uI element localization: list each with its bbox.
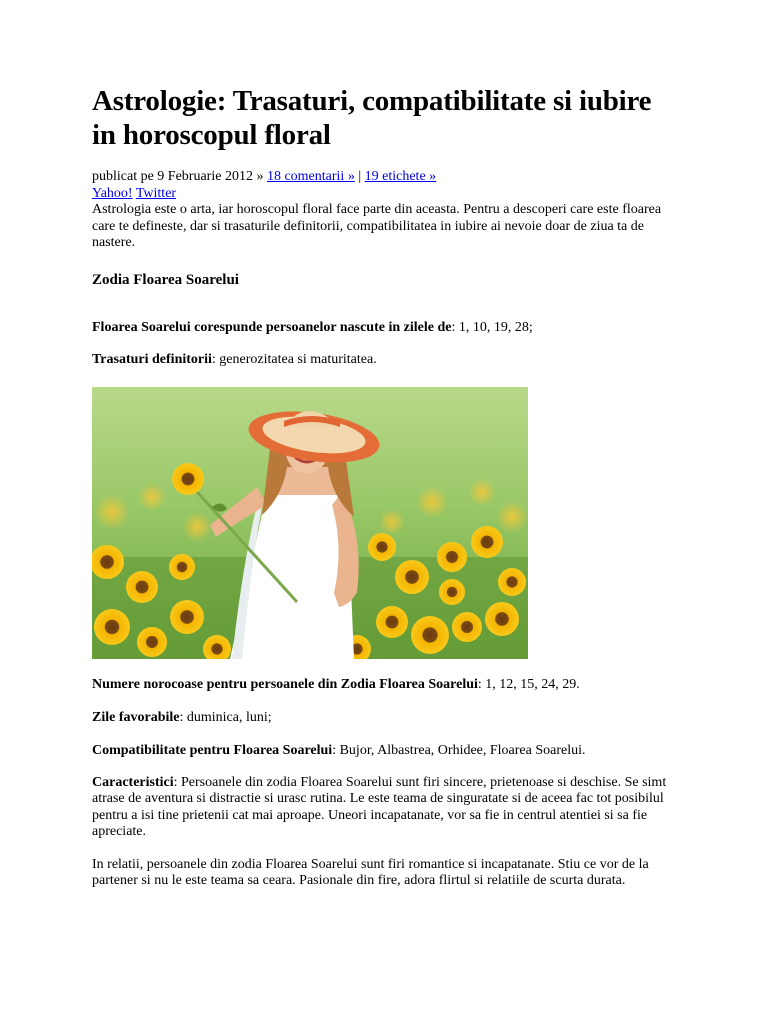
meta-separator: | (354, 169, 365, 184)
publish-date: publicat pe 9 Februarie 2012 » (92, 169, 267, 184)
favorable-days-value: : duminica, luni; (179, 709, 272, 725)
lucky-numbers-value: : 1, 12, 15, 24, 29. (477, 676, 580, 692)
characteristics-paragraph (92, 775, 682, 841)
favorable-days-label: Zile favorabile (92, 709, 180, 725)
intro-paragraph: Astrologia este o arta, iar horoscopul floral face parte din aceasta. Pentru a descoperi care este floarea care te defineste, dar si trasaturile definitorii, compatibilitatea in iubire ai nevoie doar de ziua ta de nastere. (92, 202, 662, 250)
share-links (92, 185, 682, 202)
share-twitter-link[interactable]: Twitter (135, 186, 177, 201)
tags-link[interactable]: 19 etichete » (364, 169, 437, 184)
lucky-numbers-line (92, 676, 682, 693)
birthdays-label: Floarea Soarelui corespunde persoanelor nascute in zilele de (92, 319, 452, 335)
article (92, 84, 682, 890)
photo-illustration (92, 387, 528, 659)
compatibility-line (92, 742, 682, 759)
article-meta (92, 168, 682, 185)
share-yahoo-link[interactable]: Yahoo! (92, 186, 133, 201)
section-heading: Zodia Floarea Soarelui (92, 271, 239, 288)
traits-line (92, 351, 682, 368)
birthdays-line (92, 319, 682, 336)
sunflower-field-photo (92, 387, 528, 659)
comments-link[interactable]: 18 comentarii » (266, 169, 355, 184)
favorable-days-line (92, 709, 682, 726)
birthdays-value: : 1, 10, 19, 28; (451, 319, 533, 335)
compatibility-label: Compatibilitate pentru Floarea Soarelui (92, 742, 333, 758)
relations-paragraph: In relatii, persoanele din zodia Floarea Soarelui sunt firi romantice si incapatanate. Stiu ce vor de la partener si nu le este teama sa ceara. Pasionale din fire, adora flirtul si relatiile de scurta durata. (92, 856, 649, 888)
characteristics-value: : Persoanele din zodia Floarea Soarelui sunt firi sincere, prietenoase si deschise. Se simt atrase de aventura si distractie si urasc rutina. Le este teama de singuratate si de aceea fac tot posibilul pentru a isi tine prietenii cat mai aproape. Uneori incapatanate, vor sa fie in centrul atentiei si sa fie apreciate. (92, 774, 667, 839)
characteristics-label: Caracteristici (92, 774, 174, 790)
compatibility-value: : Bujor, Albastrea, Orhidee, Floarea Soarelui. (332, 742, 586, 758)
traits-label: Trasaturi definitorii (92, 351, 212, 367)
traits-value: : generozitatea si maturitatea. (211, 351, 377, 367)
lucky-numbers-label: Numere norocoase pentru persoanele din Zodia Floarea Soarelui (92, 676, 478, 692)
article-title: Astrologie: Trasaturi, compatibilitate si iubire in horoscopul floral (92, 85, 652, 151)
